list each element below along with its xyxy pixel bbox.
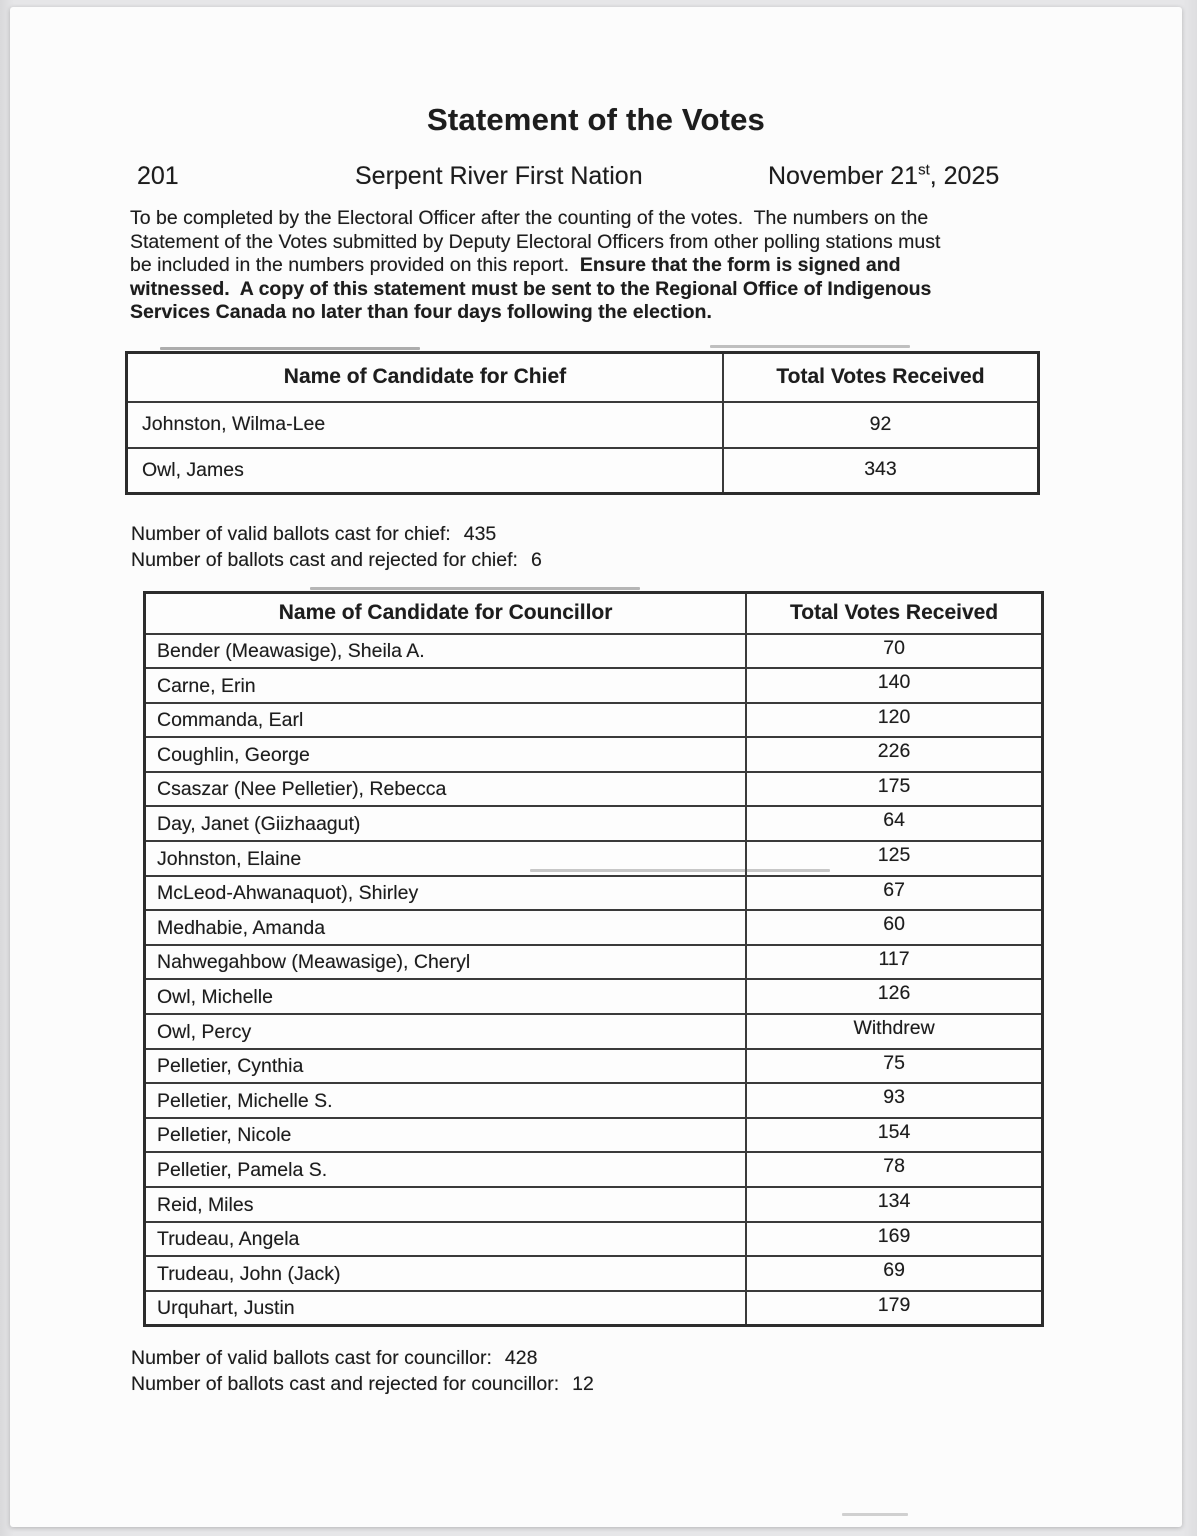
chief-ballot-summary xyxy=(131,521,542,573)
candidate-name: Pelletier, Pamela S. xyxy=(145,1152,747,1187)
polling-station-number: 201 xyxy=(137,162,179,190)
candidate-name: Trudeau, Angela xyxy=(145,1222,747,1257)
candidate-row xyxy=(145,1049,1043,1084)
councillor-rejected-ballots-line xyxy=(131,1371,594,1397)
candidate-row xyxy=(145,1118,1043,1153)
votes-received: 75 xyxy=(746,1049,1042,1084)
chief-valid-ballots-label: Number of valid ballots cast for chief: xyxy=(131,523,451,545)
councillor-valid-ballots-line xyxy=(131,1345,594,1371)
instructions-paragraph xyxy=(130,207,1040,325)
instructions-text-segment: Services Canada no later than four days following the election. xyxy=(130,301,712,324)
candidate-row xyxy=(127,448,1039,494)
page-title: Statement of the Votes xyxy=(427,102,765,137)
chief-rejected-ballots-value: 6 xyxy=(530,549,542,571)
candidate-name: Coughlin, George xyxy=(145,737,747,772)
councillor-votes-column-header: Total Votes Received xyxy=(746,593,1042,634)
chief-valid-ballots-value: 435 xyxy=(463,523,497,545)
election-date-day: November 21 xyxy=(768,162,919,190)
candidate-name: McLeod-Ahwanaquot), Shirley xyxy=(145,876,747,911)
candidate-row xyxy=(145,806,1043,841)
candidate-name: Day, Janet (Giizhaagut) xyxy=(145,806,747,841)
scan-artifact xyxy=(530,869,830,872)
councillor-valid-ballots-value: 428 xyxy=(504,1347,538,1369)
votes-received: 69 xyxy=(746,1256,1042,1291)
votes-received: 179 xyxy=(746,1291,1042,1326)
votes-received: 125 xyxy=(746,841,1042,876)
votes-received: 67 xyxy=(746,876,1042,911)
candidate-name: Trudeau, John (Jack) xyxy=(145,1256,747,1291)
candidate-row xyxy=(145,876,1043,911)
candidate-row xyxy=(145,1256,1043,1291)
votes-received: 134 xyxy=(746,1187,1042,1222)
table-header-row xyxy=(127,353,1039,402)
candidate-row xyxy=(145,1014,1043,1049)
votes-received: 64 xyxy=(746,806,1042,841)
candidate-row xyxy=(145,1083,1043,1118)
chief-votes-column-header: Total Votes Received xyxy=(723,353,1039,402)
scan-artifact xyxy=(710,345,910,348)
candidate-name: Owl, Percy xyxy=(145,1014,747,1049)
councillor-valid-ballots-label: Number of valid ballots cast for councillor: xyxy=(131,1347,492,1369)
chief-rejected-ballots-line xyxy=(131,547,542,573)
votes-received: 175 xyxy=(746,772,1042,807)
scan-artifact xyxy=(160,347,420,350)
candidate-row xyxy=(145,1291,1043,1326)
candidate-name: Johnston, Wilma-Lee xyxy=(127,402,723,448)
candidate-name: Commanda, Earl xyxy=(145,703,747,738)
candidate-row xyxy=(145,945,1043,980)
votes-received: 70 xyxy=(746,634,1042,669)
candidate-name: Reid, Miles xyxy=(145,1187,747,1222)
candidate-row xyxy=(145,668,1043,703)
candidate-name: Owl, Michelle xyxy=(145,979,747,1014)
chief-rejected-ballots-label: Number of ballots cast and rejected for chief: xyxy=(131,549,518,571)
candidate-row xyxy=(145,703,1043,738)
candidate-row xyxy=(145,737,1043,772)
votes-received: 92 xyxy=(723,402,1039,448)
councillor-ballot-summary xyxy=(131,1345,594,1397)
candidate-name: Medhabie, Amanda xyxy=(145,910,747,945)
candidate-name: Owl, James xyxy=(127,448,723,494)
councillor-rejected-ballots-value: 12 xyxy=(572,1373,594,1395)
votes-received: 117 xyxy=(746,945,1042,980)
votes-received: 120 xyxy=(746,703,1042,738)
candidate-name: Urquhart, Justin xyxy=(145,1291,747,1326)
table-header-row xyxy=(145,593,1043,634)
votes-received: Withdrew xyxy=(746,1014,1042,1049)
votes-received: 60 xyxy=(746,910,1042,945)
election-date-year: , 2025 xyxy=(929,162,1000,190)
chief-valid-ballots-line xyxy=(131,521,542,547)
candidate-name: Bender (Meawasige), Sheila A. xyxy=(145,634,747,669)
councillor-votes-table xyxy=(143,591,1044,1327)
candidate-row xyxy=(145,772,1043,807)
votes-received: 140 xyxy=(746,668,1042,703)
votes-received: 78 xyxy=(746,1152,1042,1187)
election-date-ordinal: st xyxy=(918,161,930,179)
candidate-row xyxy=(127,402,1039,448)
candidate-row xyxy=(145,634,1043,669)
candidate-row xyxy=(145,910,1043,945)
chief-votes-table xyxy=(125,351,1040,495)
candidate-name: Csaszar (Nee Pelletier), Rebecca xyxy=(145,772,747,807)
votes-received: 93 xyxy=(746,1083,1042,1118)
instructions-text-segment: witnessed. A copy of this statement must be sent to the Regional Office of Indigenous xyxy=(130,277,932,300)
candidate-name: Pelletier, Nicole xyxy=(145,1118,747,1153)
candidate-row xyxy=(145,1222,1043,1257)
instructions-text-segment: Ensure that the form is signed and xyxy=(579,254,901,277)
votes-received: 126 xyxy=(746,979,1042,1014)
chief-name-column-header: Name of Candidate for Chief xyxy=(127,353,723,402)
scan-artifact xyxy=(842,1513,908,1516)
candidate-row xyxy=(145,1152,1043,1187)
candidate-name: Carne, Erin xyxy=(145,668,747,703)
instructions-text-segment: be included in the numbers provided on this report. xyxy=(130,254,580,277)
candidate-name: Nahwegahbow (Meawasige), Cheryl xyxy=(145,945,747,980)
votes-received: 343 xyxy=(723,448,1039,494)
candidate-name: Pelletier, Michelle S. xyxy=(145,1083,747,1118)
scan-artifact xyxy=(310,587,640,590)
first-nation-name: Serpent River First Nation xyxy=(355,162,643,190)
councillor-rejected-ballots-label: Number of ballots cast and rejected for councillor: xyxy=(131,1373,560,1395)
document-page xyxy=(10,7,1182,1527)
instructions-text-segment: Statement of the Votes submitted by Deputy Electoral Officers from other polling stations must xyxy=(130,230,941,253)
candidate-name: Johnston, Elaine xyxy=(145,841,747,876)
votes-received: 226 xyxy=(746,737,1042,772)
election-date xyxy=(768,162,999,191)
votes-received: 154 xyxy=(746,1118,1042,1153)
candidate-row xyxy=(145,979,1043,1014)
votes-received: 169 xyxy=(746,1222,1042,1257)
councillor-name-column-header: Name of Candidate for Councillor xyxy=(145,593,747,634)
candidate-row xyxy=(145,1187,1043,1222)
instructions-text-segment: To be completed by the Electoral Officer after the counting of the votes. The numbers on the xyxy=(130,207,929,229)
candidate-name: Pelletier, Cynthia xyxy=(145,1049,747,1084)
